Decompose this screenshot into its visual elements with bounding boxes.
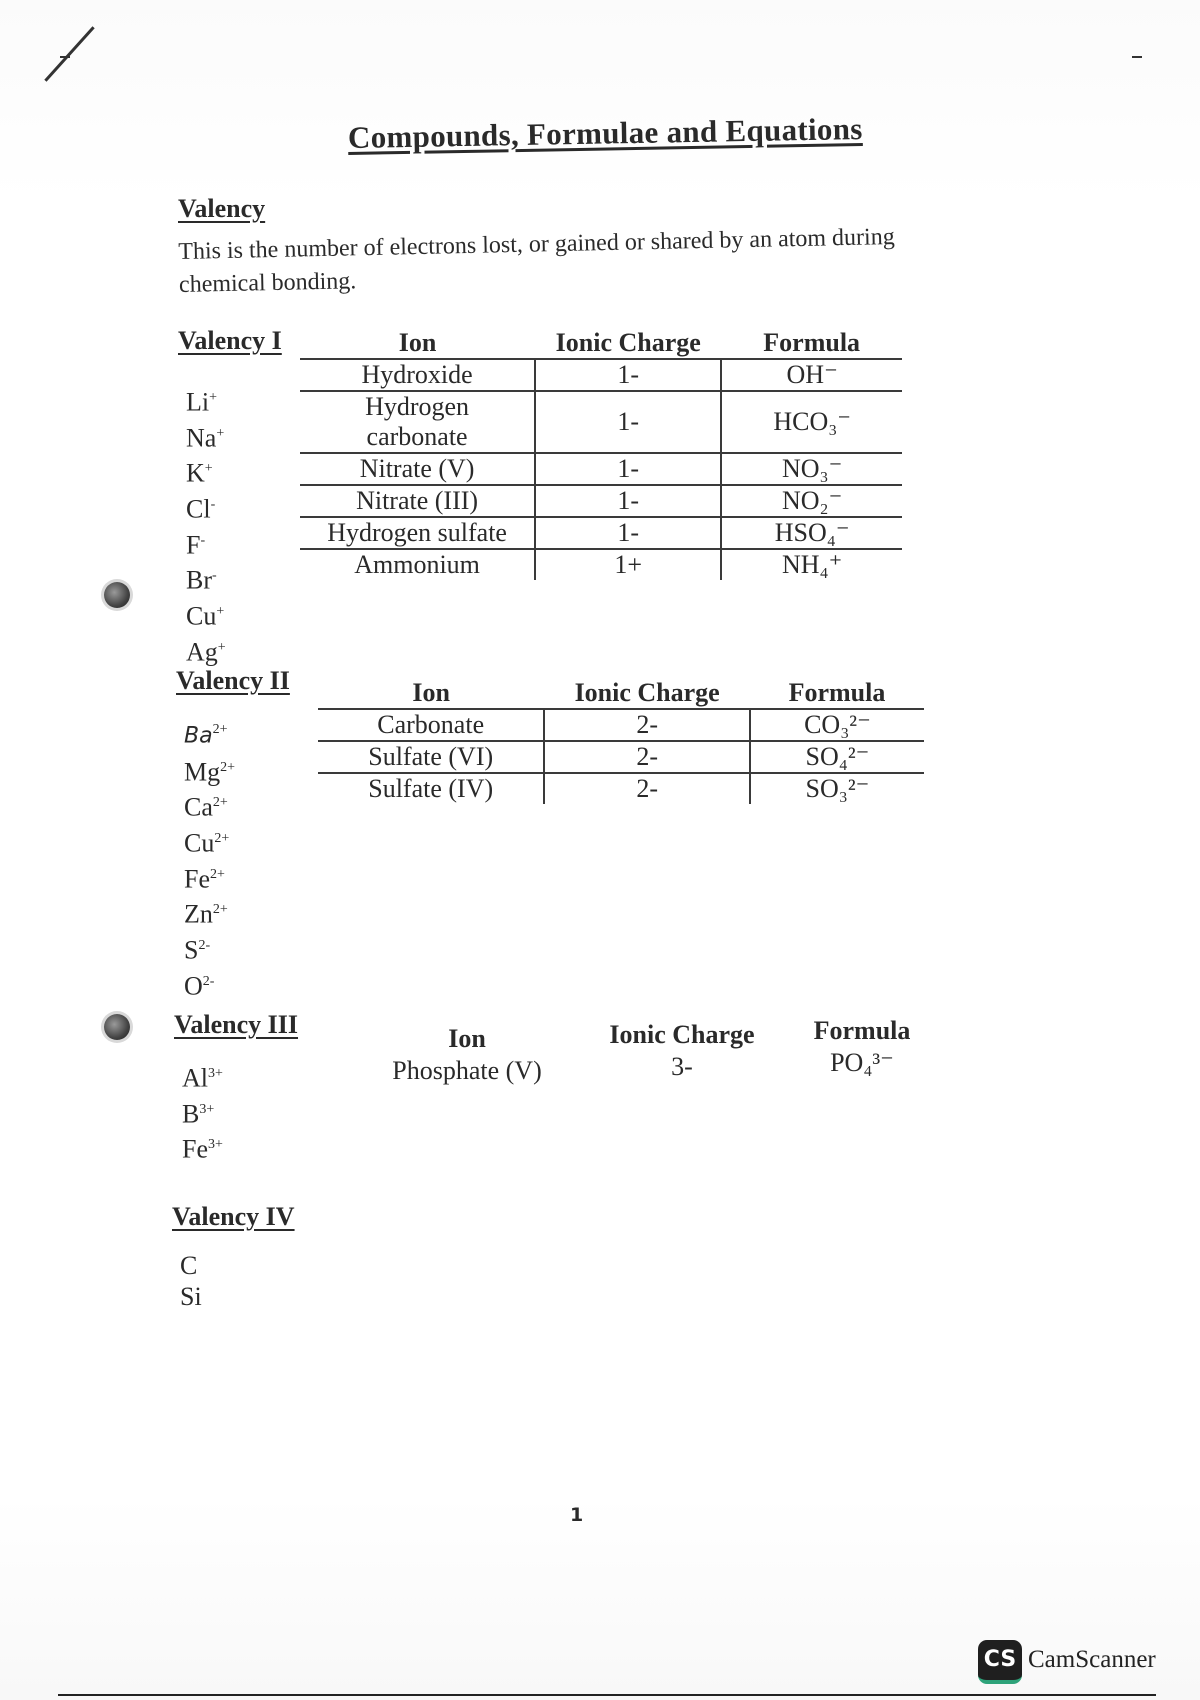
col-header-charge: Ionic Charge <box>555 328 701 357</box>
ion-list-valency-3 <box>182 1058 223 1165</box>
page-bottom-edge <box>58 1694 1156 1696</box>
formula-cell: CO₃²⁻ <box>750 709 924 741</box>
ion-item: C <box>180 1251 198 1280</box>
col-header-formula: Formula <box>763 328 861 357</box>
ion-item: F- <box>186 530 206 560</box>
col-header-charge: Ionic Charge <box>609 1020 755 1049</box>
ion-item: $Al^{3+}$ <box>182 1063 223 1093</box>
ion-item: Cu+ <box>186 601 225 631</box>
valency-1-table <box>300 326 902 580</box>
formula-cell: NO₃⁻ <box>721 453 902 485</box>
ion-name-cell: Hydroxide <box>300 359 535 391</box>
margin-dash-left <box>60 56 70 58</box>
table-header-row <box>300 326 902 359</box>
definition-text: This is the number of electrons lost, or gained or shared by an atom during chemical bonding. <box>178 223 895 298</box>
hole-punch-mark <box>104 582 130 608</box>
ion-item: $Zn^{2+}$ <box>184 899 228 929</box>
ion-name-cell: Sulfate (VI) <box>318 741 544 773</box>
table-row <box>318 709 924 741</box>
charge-cell: 1- <box>535 391 721 453</box>
table-row <box>300 453 902 485</box>
ion-item: $B^{3+}$ <box>182 1099 215 1129</box>
ion-list-valency-1 <box>186 382 226 667</box>
ion-list-valency-2 <box>184 714 235 1001</box>
ion-item: $Ba^{2+}$ <box>184 722 228 749</box>
section-heading-valency-3: Valency III <box>174 1010 299 1039</box>
table-row <box>318 741 924 773</box>
charge-cell: 2- <box>544 741 750 773</box>
table-header-row <box>318 676 924 709</box>
page-title: Compounds, Formulae and Equations <box>347 111 863 155</box>
valency-2-table <box>318 676 924 804</box>
ion-item: $Fe^{2+}$ <box>184 864 225 894</box>
ion-item: Si <box>180 1282 202 1311</box>
hole-punch-mark <box>104 1014 130 1040</box>
formula-cell: NH₄⁺ <box>721 549 902 580</box>
ion-item: $O^{2-}$ <box>184 971 215 1001</box>
page-number: 1 <box>570 1504 584 1526</box>
formula-cell: PO₄³⁻ <box>830 1048 894 1077</box>
table-row <box>318 773 924 804</box>
table-row <box>300 485 902 517</box>
charge-cell: 1- <box>535 453 721 485</box>
col-header-charge: Ionic Charge <box>574 678 720 707</box>
col-header-ion: Ion <box>448 1024 486 1053</box>
col-header-ion: Ion <box>412 678 450 707</box>
section-heading-valency-2: Valency II <box>176 666 290 695</box>
table-row <box>300 391 902 453</box>
ion-name-cell: Hydrogen sulfate <box>300 517 535 549</box>
valency-heading: Valency <box>178 194 266 223</box>
ion-item: K+ <box>186 458 213 488</box>
table-row <box>300 359 902 391</box>
ion-name-cell: Nitrate (V) <box>300 453 535 485</box>
col-header-formula: Formula <box>813 1016 911 1045</box>
ion-item: Na+ <box>186 423 225 453</box>
ion-item: $Fe^{3+}$ <box>182 1134 223 1164</box>
ion-name-cell: Ammonium <box>300 549 535 580</box>
ion-item: $Ca^{2+}$ <box>184 792 228 822</box>
table-row <box>300 517 902 549</box>
formula-cell: SO₃²⁻ <box>750 773 924 804</box>
ion-name-cell: Phosphate (V) <box>392 1056 542 1085</box>
section-heading-valency-4: Valency IV <box>172 1202 295 1231</box>
formula-cell: NO₂⁻ <box>721 485 902 517</box>
ion-list-valency-4 <box>180 1250 202 1312</box>
charge-cell: 3- <box>671 1052 693 1081</box>
ion-item: Ag+ <box>186 637 226 667</box>
ion-item: Li+ <box>186 387 218 417</box>
charge-cell: 1- <box>535 485 721 517</box>
charge-cell: 2- <box>544 709 750 741</box>
charge-cell: 1- <box>535 359 721 391</box>
pen-mark <box>44 26 94 82</box>
ion-name-cell: Carbonate <box>318 709 544 741</box>
ion-item: Br- <box>186 565 217 595</box>
formula-cell: OH⁻ <box>721 359 902 391</box>
ion-name-cell: Nitrate (III) <box>300 485 535 517</box>
ion-name-cell: Sulfate (IV) <box>318 773 544 804</box>
col-header-ion: Ion <box>398 328 437 357</box>
ion-item: Cl- <box>186 494 216 524</box>
ion-item: $S^{2-}$ <box>184 935 211 965</box>
charge-cell: 1+ <box>535 549 721 580</box>
camscanner-watermark: CamScanner <box>1028 1646 1156 1673</box>
table-row <box>300 549 902 580</box>
formula-cell: HCO₃⁻ <box>721 391 902 453</box>
ion-item: $Cu^{2+}$ <box>184 828 230 858</box>
charge-cell: 1- <box>535 517 721 549</box>
ion-name-cell: Hydrogen carbonate <box>300 391 535 453</box>
margin-dash-right <box>1132 56 1142 58</box>
charge-cell: 2- <box>544 773 750 804</box>
col-header-formula: Formula <box>788 678 886 707</box>
section-heading-valency-1: Valency I <box>178 326 282 355</box>
ion-item: $Mg^{2+}$ <box>184 757 236 787</box>
camscanner-logo: CS <box>978 1640 1022 1684</box>
formula-cell: SO₄²⁻ <box>750 741 924 773</box>
formula-cell: HSO₄⁻ <box>721 517 902 549</box>
